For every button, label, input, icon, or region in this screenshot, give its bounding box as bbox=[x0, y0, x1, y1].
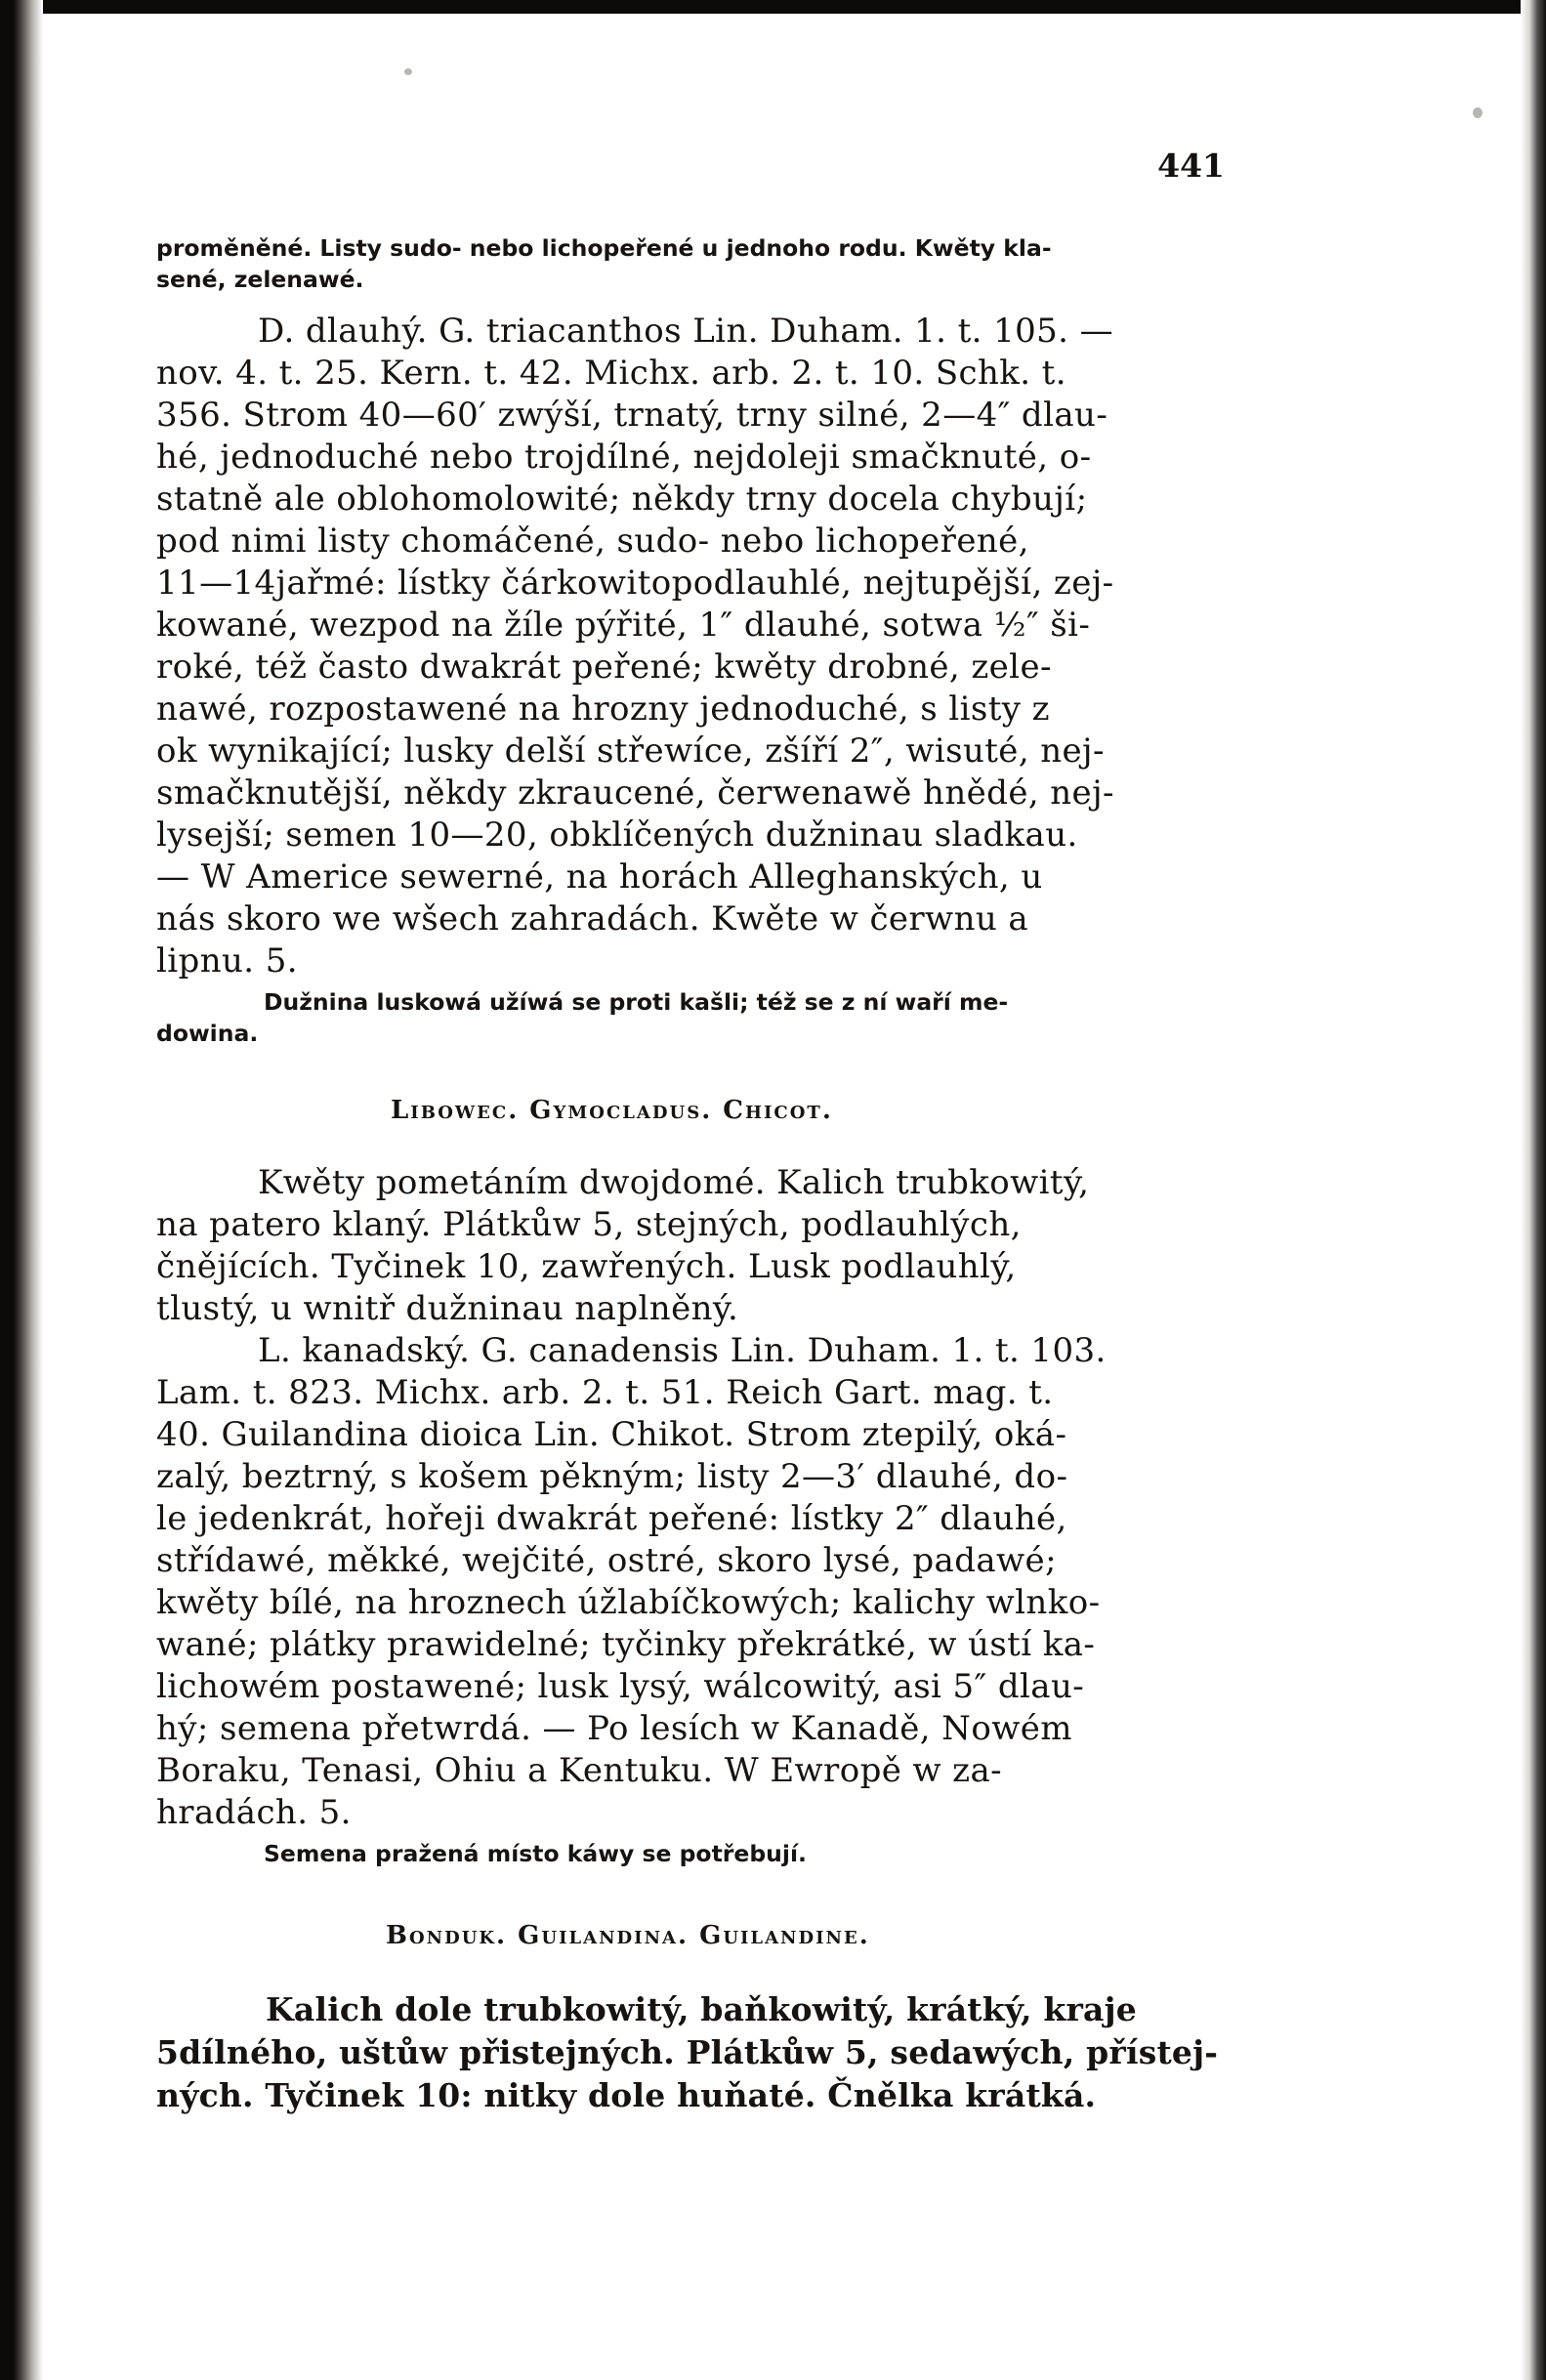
text-line: pod nimi listy chomáčené, sudo- nebo lichopeřené, bbox=[156, 522, 1029, 561]
text-line: na patero klaný. Plátkůw 5, stejných, podlauhlých, bbox=[156, 1205, 1022, 1244]
text-line: Lam. t. 823. Michx. arb. 2. t. 51. Reich Gart. mag. t. bbox=[156, 1373, 1054, 1412]
text-line: D. dlauhý. G. triacanthos Lin. Duham. 1. t. 105. — bbox=[258, 312, 1113, 351]
text-line: kowané, wezpod na žíle pýřité, 1″ dlauhé, sotwa ½″ ši- bbox=[156, 605, 1091, 645]
book-page bbox=[156, 0, 1225, 2380]
genus-description-guilandina bbox=[156, 1988, 1225, 2117]
continuation-paragraph bbox=[156, 232, 1225, 295]
text-line: tlustý, u wnitř dužninau naplněný. bbox=[156, 1289, 739, 1328]
text-line: Semena pražená místo káwy se potřebují. bbox=[264, 1840, 807, 1867]
text-line: roké, též často dwakrát peřené; kwěty drobné, zele- bbox=[156, 647, 1052, 687]
text-line: — W Americe sewerné, na horách Alleghanských, u bbox=[156, 857, 1043, 897]
text-line: le jedenkrát, hořeji dwakrát peřené: lístky 2″ dlauhé, bbox=[156, 1499, 1067, 1538]
text-line: Boraku, Tenasi, Ohiu a Kentuku. W Ewropě w za- bbox=[156, 1751, 1003, 1790]
text-line: lipnu. 5. bbox=[156, 941, 298, 981]
text-line: ok wynikající; lusky delší střewíce, zšíří 2″, wisuté, nej- bbox=[156, 731, 1105, 771]
species-entry-gleditsia bbox=[156, 311, 1225, 982]
text-line: 11—14jařmé: lístky čárkowitopodlauhlé, nejtupější, zej- bbox=[156, 564, 1114, 603]
text-line: zalý, beztrný, s košem pěkným; listy 2—3′ dlauhé, do- bbox=[156, 1457, 1068, 1496]
text-line: dowina. bbox=[156, 1020, 259, 1047]
species-entry-gymocladus bbox=[156, 1330, 1225, 1834]
text-line: hradách. 5. bbox=[156, 1793, 352, 1832]
text-line: nás skoro we wšech zahradách. Kwěte w čerwnu a bbox=[156, 899, 1029, 939]
text-line: lichowém postawené; lusk lysý, wálcowitý, asi 5″ dlau- bbox=[156, 1667, 1085, 1706]
text-line: L. kanadský. G. canadensis Lin. Duham. 1. t. 103. bbox=[258, 1331, 1107, 1370]
scan-right-edge bbox=[1521, 0, 1546, 2380]
text-line: wané; plátky prawidelné; tyčinky překrátké, w ústí ka- bbox=[156, 1625, 1096, 1664]
text-line: sené, zelenawé. bbox=[156, 266, 364, 293]
text-line: smačknutější, někdy zkraucené, čerwenawě hnědé, nej- bbox=[156, 773, 1114, 813]
usage-note-1 bbox=[156, 986, 1225, 1049]
text-line: kwěty bílé, na hroznech úžlabíčkowých; kalichy wlnko- bbox=[156, 1583, 1101, 1622]
text-line: nov. 4. t. 25. Kern. t. 42. Michx. arb. 2. t. 10. Schk. t. bbox=[156, 354, 1066, 393]
usage-note-2 bbox=[156, 1838, 1225, 1869]
genus-heading-gymocladus: Libowec. Gymocladus. Chicot. bbox=[391, 1096, 833, 1125]
text-line: statně ale oblohomolowité; někdy trny docela chybují; bbox=[156, 480, 1088, 519]
text-line: střídawé, měkké, wejčité, ostré, skoro lysé, padawé; bbox=[156, 1541, 1057, 1580]
text-line: hé, jednoduché nebo trojdílné, nejdoleji smačknuté, o- bbox=[156, 438, 1092, 477]
text-line: lysejší; semen 10—20, obklíčených dužninau sladkau. bbox=[156, 815, 1078, 855]
text-line: Kwěty pometáním dwojdomé. Kalich trubkowitý, bbox=[258, 1163, 1090, 1202]
text-line: ných. Tyčinek 10: nitky dole huňaté. Čnělka krátká. bbox=[156, 2076, 1097, 2114]
genus-description-gymocladus bbox=[156, 1162, 1225, 1330]
text-line: Kalich dole trubkowitý, baňkowitý, krátký, kraje bbox=[266, 1990, 1137, 2028]
paper-speck bbox=[1473, 107, 1483, 118]
text-line: Dužnina luskowá užíwá se proti kašli; též se z ní waří me- bbox=[264, 988, 1009, 1016]
page-number: 441 bbox=[1157, 146, 1225, 185]
text-line: 40. Guilandina dioica Lin. Chikot. Strom ztepilý, oká- bbox=[156, 1415, 1067, 1454]
text-line: nawé, rozpostawené na hrozny jednoduché, s listy z bbox=[156, 689, 1050, 729]
text-line: proměněné. Listy sudo- nebo lichopeřené u jednoho rodu. Kwěty kla- bbox=[156, 234, 1052, 262]
text-line: 356. Strom 40—60′ zwýší, trnatý, trny silné, 2—4″ dlau- bbox=[156, 396, 1108, 435]
text-line: čnějících. Tyčinek 10, zawřených. Lusk podlauhlý, bbox=[156, 1247, 1017, 1286]
text-line: 5dílného, uštůw přistejných. Plátkůw 5, sedawých, přístej- bbox=[156, 2033, 1219, 2071]
genus-heading-guilandina: Bonduk. Guilandina. Guilandine. bbox=[386, 1921, 870, 1950]
scan-left-edge bbox=[0, 0, 43, 2380]
text-line: hý; semena přetwrdá. — Po lesích w Kanadě, Nowém bbox=[156, 1709, 1072, 1748]
